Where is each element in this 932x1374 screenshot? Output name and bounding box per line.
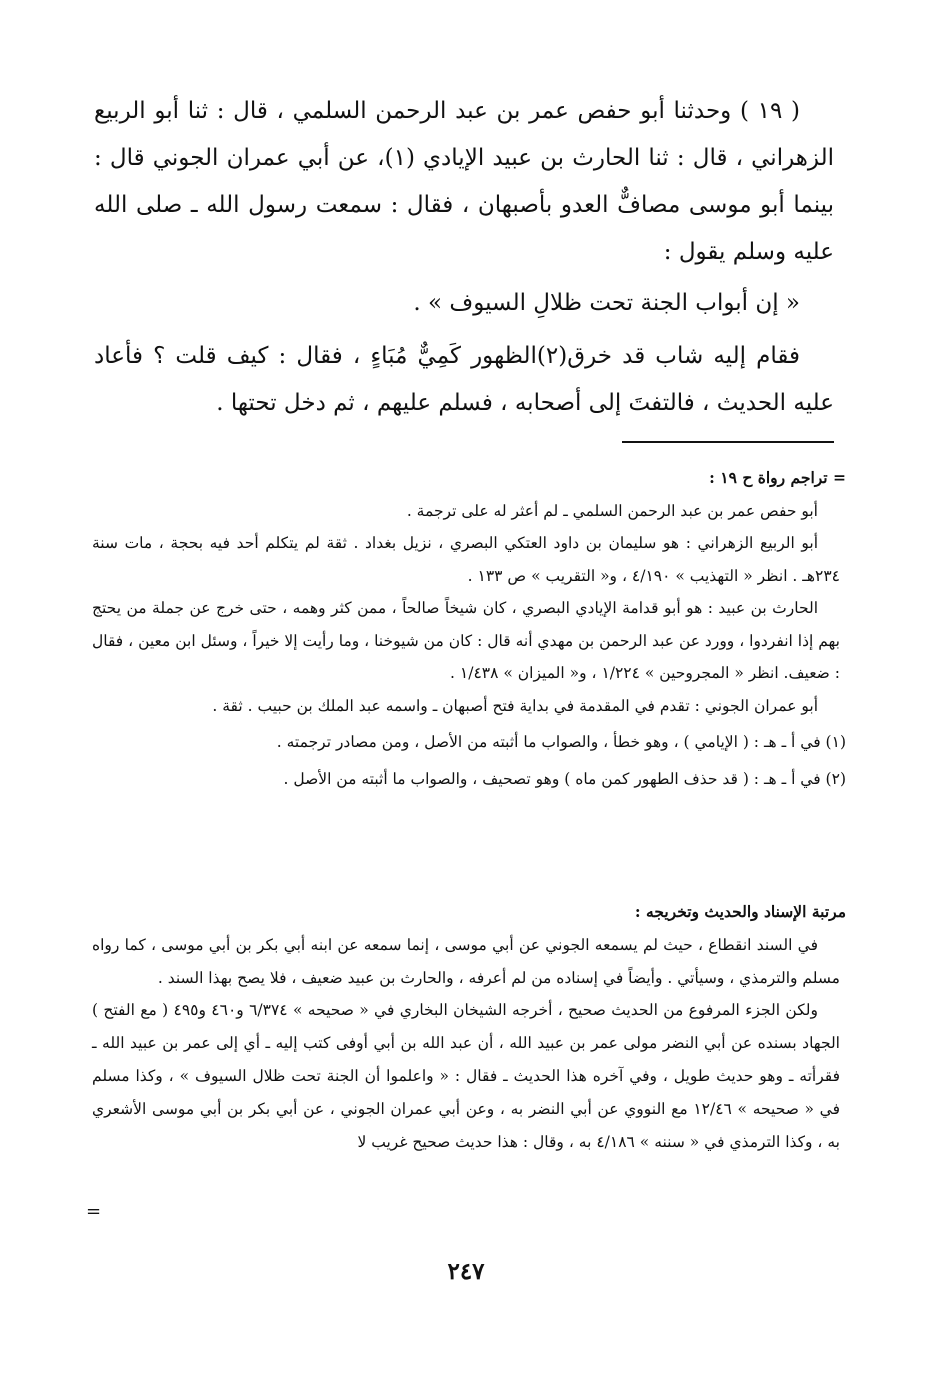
hadith-quote: « إن أبواب الجنة تحت ظلالِ السيوف » . (413, 290, 800, 316)
hadith-continuation (94, 333, 834, 427)
narrators-heading: = تراجم رواة ح ١٩ : (709, 468, 846, 487)
grading-section (92, 896, 846, 1158)
narrator-entry: أبو الربيع الزهراني : هو سليمان بن داود العتكي البصري ، نزيل بغداد . ثقة لم يتكلم أحد فيه بحجة ، مات سنة ٢٣٤هـ . انظر « التهذيب » ٤/١٩٠ ، و« التقريب » ص ١٣٣ . (92, 534, 840, 585)
footnote-2: (٢) في أ ـ هـ : ( قد حذف الطهور كمن ماه ) وهو تصحيف ، والصواب ما أثبته من الأصل . (283, 769, 846, 788)
footnote-divider (622, 441, 834, 443)
narrator-entry: أبو عمران الجوني : تقدم في المقدمة في بداية فتح أصبهان ـ واسمه عبد الملك بن حبيب . ثقة . (212, 696, 818, 715)
continuation-mark: = (86, 1201, 102, 1222)
grading-paragraph: في السند انقطاع ، حيث لم يسمعه الجوني عن أبي موسى ، إنما سمعه عن ابنه أبي بكر بن أبي موسى ، كما رواه مسلم والترمذي ، وسيأتي . وأيضاً في إسناده من لم أعرفه ، والحارث بن عبيد ضعيف ، فلا يصح بهذا السند . (92, 935, 840, 987)
page-number: ٢٤٧ (447, 1258, 485, 1285)
narrator-entry: الحارث بن عبيد : هو أبو قدامة الإيادي البصري ، كان شيخاً صالحاً ، ممن كثر وهمه ، حتى خرج عن جملة من يحتج بهم إذا انفردوا ، وورد عن عبد الرحمن بن مهدي أنه قال : كان من شيوخنا ، وما رأيت إلا خيراً ، وسئل ابن معين ، فقال : ضعيف. انظر « المجروحين » ١/٢٢٤ ، و« الميزان » ١/٤٣٨ . (91, 599, 840, 682)
footnote-1: (١) في أ ـ هـ : ( الإيامي ) ، وهو خطأ ، والصواب ما أثبته من الأصل ، ومن مصادر ترجمته . (276, 733, 846, 751)
grading-paragraph: ولكن الجزء المرفوع من الحديث صحيح ، أخرجه الشيخان البخاري في « صحيحه » ٦/٣٧٤ و٤٦٠ و٤٩٥ ( مع الفتح ) الجهاد بسنده عن أبي النضر مولى عمر بن عبيد الله ، أن عبد الله بن أبي أوفى كتب إليه ـ أي إلى عمر بن عبيد الله ـ فقرأته ـ وهو حديث طويل ، وفي آخره هذا الحديث ـ فقال : « واعلموا أن الجنة تحت ظلال السيوف » ، وكذا مسلم في « صحيحه » ١٢/٤٦ مع النووي عن أبي النضر به ، وعن أبي عمران الجوني ، عن أبي بكر بن أبي موسى الأشعري به ، وكذا الترمذي في « سننه » ٤/١٨٦ به ، وقال : هذا حديث صحيح غريب لا (92, 1001, 840, 1151)
hadith-text (94, 88, 834, 276)
narrator-biographies (91, 462, 846, 795)
grading-heading: مرتبة الإسناد والحديث وتخريجه : (634, 902, 846, 921)
hadith-story-paragraph: فقام إليه شاب قد خرق(٢)الظهور كَمِيٌّ مُبَاءٍ ، فقال : كيف قلت ؟ فأعاد عليه الحديث ، فالتفتَ إلى أصحابه ، فسلم عليهم ، ثم دخل تحتها . (94, 343, 834, 416)
hadith-isnad-paragraph: ( ١٩ ) وحدثنا أبو حفص عمر بن عبد الرحمن السلمي ، قال : ثنا أبو الربيع الزهراني ، قال : ثنا الحارث بن عبيد الإيادي (١)، عن أبي عمران الجوني قال : بينما أبو موسى مصافٌّ العدو بأصبهان ، فقال : سمعت رسول الله ـ صلى الله عليه وسلم يقول : (94, 98, 835, 265)
narrator-entry: أبو حفص عمر بن عبد الرحمن السلمي ـ لم أعثر له على ترجمة . (406, 501, 818, 520)
